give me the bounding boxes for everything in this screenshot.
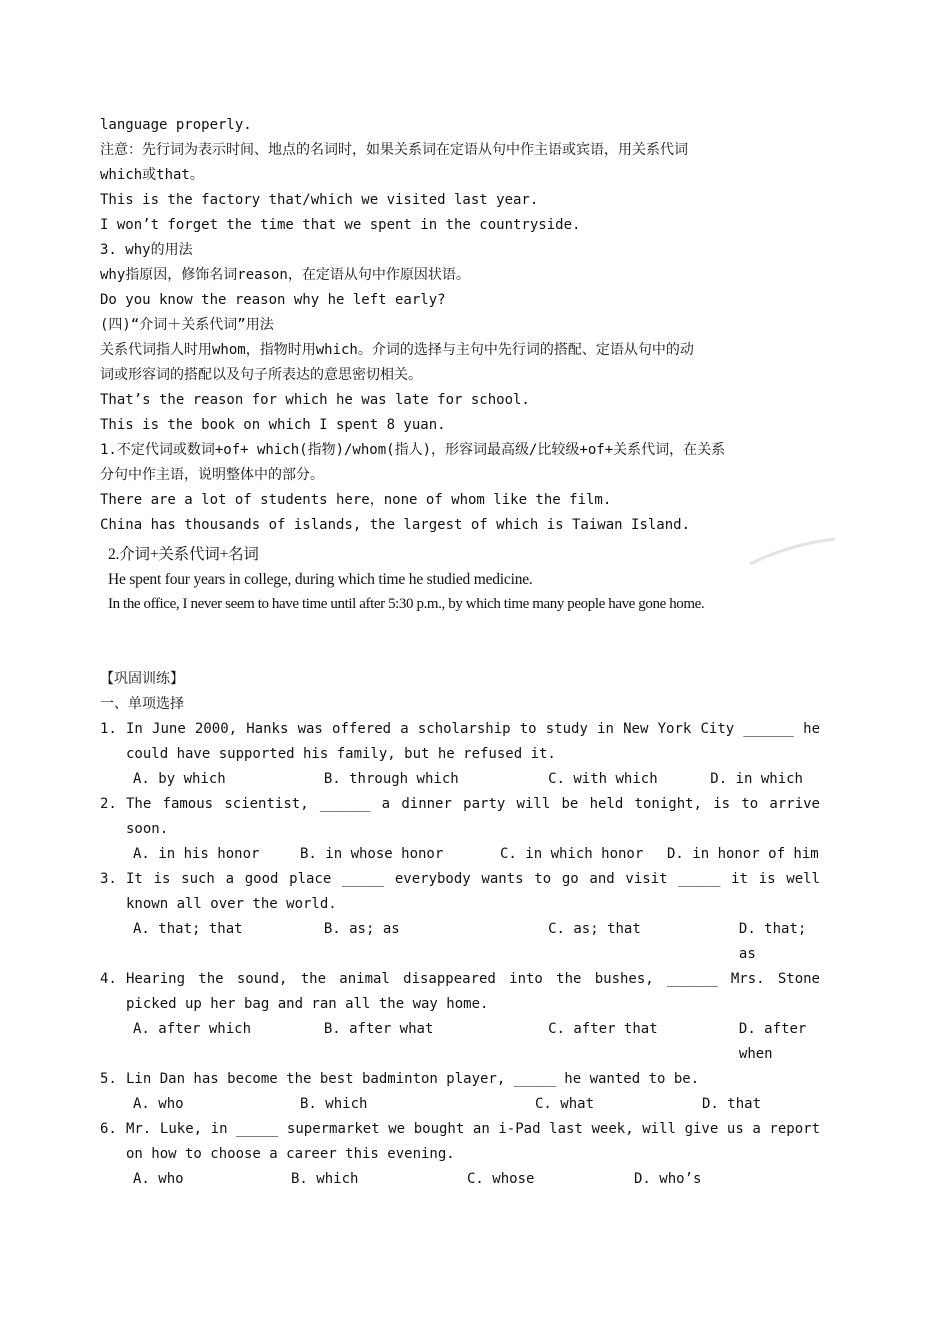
example-sentence: China has thousands of islands, the largest of which is Taiwan Island. xyxy=(100,517,691,533)
question-text: Lin Dan has become the best badminton player, _____ he wanted to be. xyxy=(126,1071,700,1087)
question-text: Hearing the sound, the animal disappeared into the bushes, ______ Mrs. Stone picked up her bag and ran all the way home. xyxy=(126,971,820,1012)
section-title: 【巩固训练】 xyxy=(100,671,184,687)
explanation-line: 关系代词指人时用whom，指物时用which。介词的选择与主句中先行词的搭配、定语从句中的动 xyxy=(100,342,694,358)
question-number: 2. xyxy=(100,796,117,812)
option-row xyxy=(100,1017,820,1067)
question-item xyxy=(100,792,820,842)
example-sentence: Do you know the reason why he left early? xyxy=(100,292,446,308)
example-sentence: I won’t forget the time that we spent in the countryside. xyxy=(100,217,581,233)
question-item xyxy=(100,967,820,1017)
answer-option[interactable]: D. who’s xyxy=(634,1171,702,1187)
example-sentence: This is the book on which I spent 8 yuan. xyxy=(100,417,446,433)
document-page xyxy=(100,113,820,1192)
option-row xyxy=(100,842,820,867)
explanation-line: why指原因，修饰名词reason，在定语从句中作原因状语。 xyxy=(100,267,470,283)
answer-option[interactable]: B. in whose honor xyxy=(300,846,444,862)
answer-option[interactable]: D. that xyxy=(702,1096,762,1112)
answer-option[interactable]: C. with which xyxy=(548,771,658,787)
question-item xyxy=(100,867,820,917)
example-sentence: This is the factory that/which we visited last year. xyxy=(100,192,539,208)
question-item xyxy=(100,1067,820,1092)
pasted-snippet xyxy=(100,542,820,622)
example-sentence: That’s the reason for which he was late for school. xyxy=(100,392,530,408)
answer-option[interactable]: C. what xyxy=(535,1096,595,1112)
answer-option[interactable]: B. after what xyxy=(323,1021,434,1037)
answer-option[interactable]: C. after that xyxy=(548,1021,658,1037)
answer-option[interactable]: D. that; as xyxy=(738,921,815,962)
snippet-example: In the office, I never seem to have time until after 5:30 p.m., by which time many people have gone home. xyxy=(108,596,705,612)
note-line: 注意：先行词为表示时间、地点的名词时，如果关系词在定语从句中作主语或宾语，用关系代词 xyxy=(100,142,688,158)
question-text: It is such a good place _____ everybody wants to go and visit _____ it is well known all over the world. xyxy=(126,871,820,912)
answer-option[interactable]: C. whose xyxy=(467,1171,535,1187)
answer-option[interactable]: D. after when xyxy=(738,1021,815,1062)
question-number: 1. xyxy=(100,721,117,737)
answer-option[interactable]: B. which xyxy=(291,1171,359,1187)
answer-option[interactable]: B. as; as xyxy=(323,921,400,937)
option-row xyxy=(100,1092,820,1117)
answer-option[interactable]: A. after which xyxy=(133,1021,252,1037)
answer-option[interactable]: B. which xyxy=(300,1096,368,1112)
snippet-example: He spent four years in college, during which time he studied medicine. xyxy=(108,571,533,588)
question-text: Mr. Luke, in _____ supermarket we bought an i-Pad last week, will give us a report on how to choose a career this evening. xyxy=(126,1121,820,1162)
section-heading: 3. why的用法 xyxy=(100,242,193,258)
explanation-line: 词或形容词的搭配以及句子所表达的意思密切相关。 xyxy=(100,367,422,383)
answer-option[interactable]: A. who xyxy=(133,1096,184,1112)
example-sentence: There are a lot of students here，none of whom like the film. xyxy=(100,492,612,508)
section-heading: (四)“介词＋关系代词”用法 xyxy=(100,317,274,333)
option-row xyxy=(100,1167,820,1192)
answer-option[interactable]: D. in honor of him xyxy=(667,846,819,862)
text-line: language properly. xyxy=(100,117,252,133)
option-row xyxy=(100,917,820,967)
answer-option[interactable]: A. by which xyxy=(133,771,226,787)
subsection-title: 一、单项选择 xyxy=(100,696,184,712)
answer-option[interactable]: A. that; that xyxy=(133,921,243,937)
question-list xyxy=(100,717,820,1192)
question-text: The famous scientist, ______ a dinner party will be held tonight, is to arrive soon. xyxy=(126,796,820,837)
answer-option[interactable]: D. in which xyxy=(710,771,803,787)
option-row xyxy=(100,767,820,792)
answer-option[interactable]: C. as; that xyxy=(548,921,641,937)
question-number: 4. xyxy=(100,971,117,987)
question-number: 5. xyxy=(100,1071,117,1087)
question-number: 3. xyxy=(100,871,117,887)
rule-line: 分句中作主语，说明整体中的部分。 xyxy=(100,467,324,483)
question-item xyxy=(100,717,820,767)
answer-option[interactable]: B. through which xyxy=(323,771,459,787)
snippet-heading: 2.介词+关系代词+名词 xyxy=(108,546,259,563)
question-text: In June 2000, Hanks was offered a scholarship to study in New York City ______ he could have supported his family, but he refused it. xyxy=(126,721,820,762)
rule-line: 1.不定代词或数词+of+ which(指物)/whom(指人)，形容词最高级/比较级+of+关系代词，在关系 xyxy=(100,442,726,458)
question-item xyxy=(100,1117,820,1167)
answer-option[interactable]: C. in which honor xyxy=(500,846,644,862)
note-line: which或that。 xyxy=(100,167,204,183)
question-number: 6. xyxy=(100,1121,117,1137)
scan-mark-icon xyxy=(740,534,840,574)
answer-option[interactable]: A. who xyxy=(133,1171,184,1187)
answer-option[interactable]: A. in his honor xyxy=(133,846,260,862)
